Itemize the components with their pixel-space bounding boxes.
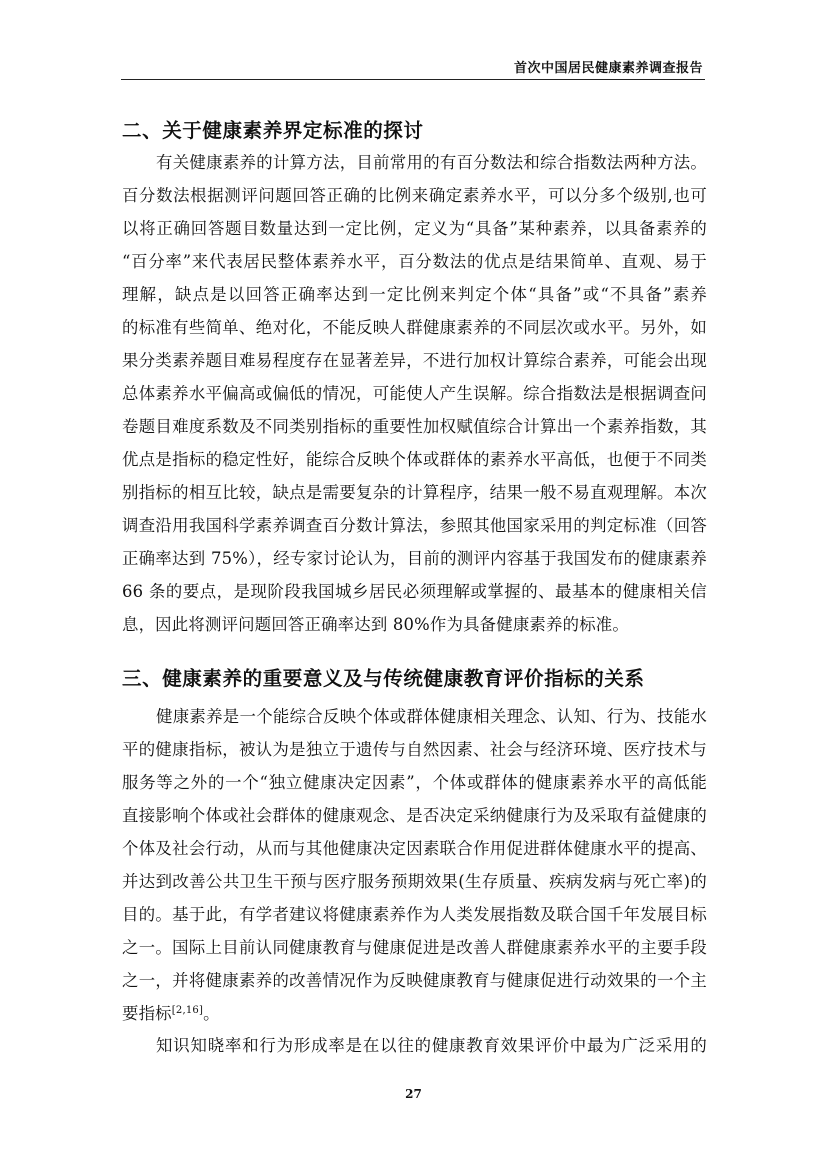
section-3-heading: 三、健康素养的重要意义及与传统健康教育评价指标的关系: [122, 667, 645, 690]
paragraph-line: 息，因此将测评问题回答正确率达到 80%作为具备健康素养的标准。: [122, 615, 629, 634]
paragraph-line: 以将正确回答题目数量达到一定比例，定义为“具备”某种素养，以具备素养的: [122, 219, 707, 238]
paragraph-line: 卷题目难度系数及不同类别指标的重要性加权赋值综合计算出一个素养指数，其: [122, 417, 707, 436]
paragraph-line: 别指标的相互比较，缺点是需要复杂的计算程序，结果一般不易直观理解。本次: [122, 483, 707, 502]
paragraph-line: 知识知晓率和行为形成率是在以往的健康教育效果评价中最为广泛采用的: [156, 1036, 707, 1055]
paragraph-line: 直接影响个体或社会群体的健康观念、是否决定采纳健康行为及采取有益健康的: [122, 806, 707, 825]
page-number: 27: [405, 1087, 422, 1101]
paragraph-line: 正确率达到 75%），经专家讨论认为，目前的测评内容基于我国发布的健康素养: [122, 549, 707, 568]
paragraph-line: 百分数法根据测评问题回答正确的比例来确定素养水平，可以分多个级别,也可: [122, 186, 707, 205]
paragraph-line: 的标准有些简单、绝对化，不能反映人群健康素养的不同层次或水平。另外，如: [122, 318, 707, 337]
section-2-heading: 二、关于健康素养界定标准的探讨: [122, 119, 424, 142]
last-line-text: 要指标: [122, 1004, 172, 1023]
paragraph-line: 服务等之外的一个“独立健康决定因素”，个体或群体的健康素养水平的高低能: [122, 773, 707, 792]
paragraph-line: 并达到改善公共卫生干预与医疗服务预期效果(生存质量、疾病发病与死亡率)的: [122, 872, 707, 891]
paragraph-line: 66 条的要点，是现阶段我国城乡居民必须理解或掌握的、最基本的健康相关信: [122, 582, 707, 601]
paragraph-last-line: [122, 1004, 707, 1024]
paragraph-line: 健康素养是一个能综合反映个体或群体健康相关理念、认知、行为、技能水: [156, 707, 707, 726]
paragraph-line: 优点是指标的稳定性好，能综合反映个体或群体的素养水平高低，也便于不同类: [122, 450, 707, 469]
paragraph-line: 果分类素养题目难易程度存在显著差异，不进行加权计算综合素养，可能会出现: [122, 351, 707, 370]
paragraph-line: 之一。国际上目前认同健康教育与健康促进是改善人群健康素养水平的主要手段: [122, 938, 707, 957]
paragraph-line: 调查沿用我国科学素养调查百分数计算法，参照其他国家采用的判定标准（回答: [122, 516, 707, 535]
running-header: [121, 55, 705, 80]
paragraph-line: “百分率”来代表居民整体素养水平，百分数法的优点是结果简单、直观、易于: [122, 252, 707, 271]
paragraph-line: 平的健康指标，被认为是独立于遗传与自然因素、社会与经济环境、医疗技术与: [122, 740, 707, 759]
last-line-end: 。: [203, 1004, 220, 1023]
running-header-title: 首次中国居民健康素养调查报告: [513, 61, 703, 76]
paragraph-line: 个体及社会行动，从而与其他健康决定因素联合作用促进群体健康水平的提高、: [122, 839, 707, 858]
paragraph-line: 有关健康素养的计算方法，目前常用的有百分数法和综合指数法两种方法。: [156, 153, 707, 172]
paragraph-line: 目的。基于此，有学者建议将健康素养作为人类发展指数及联合国千年发展目标: [122, 905, 707, 924]
paragraph-line: 理解，缺点是以回答正确率达到一定比例来判定个体“具备”或“不具备”素养: [122, 285, 707, 304]
citation-reference: [2,16]: [171, 1005, 204, 1016]
paragraph-line: 总体素养水平偏高或偏低的情况，可能使人产生误解。综合指数法是根据调查问: [122, 384, 707, 403]
paragraph-line: 之一，并将健康素养的改善情况作为反映健康教育与健康促进行动效果的一个主: [122, 971, 707, 990]
